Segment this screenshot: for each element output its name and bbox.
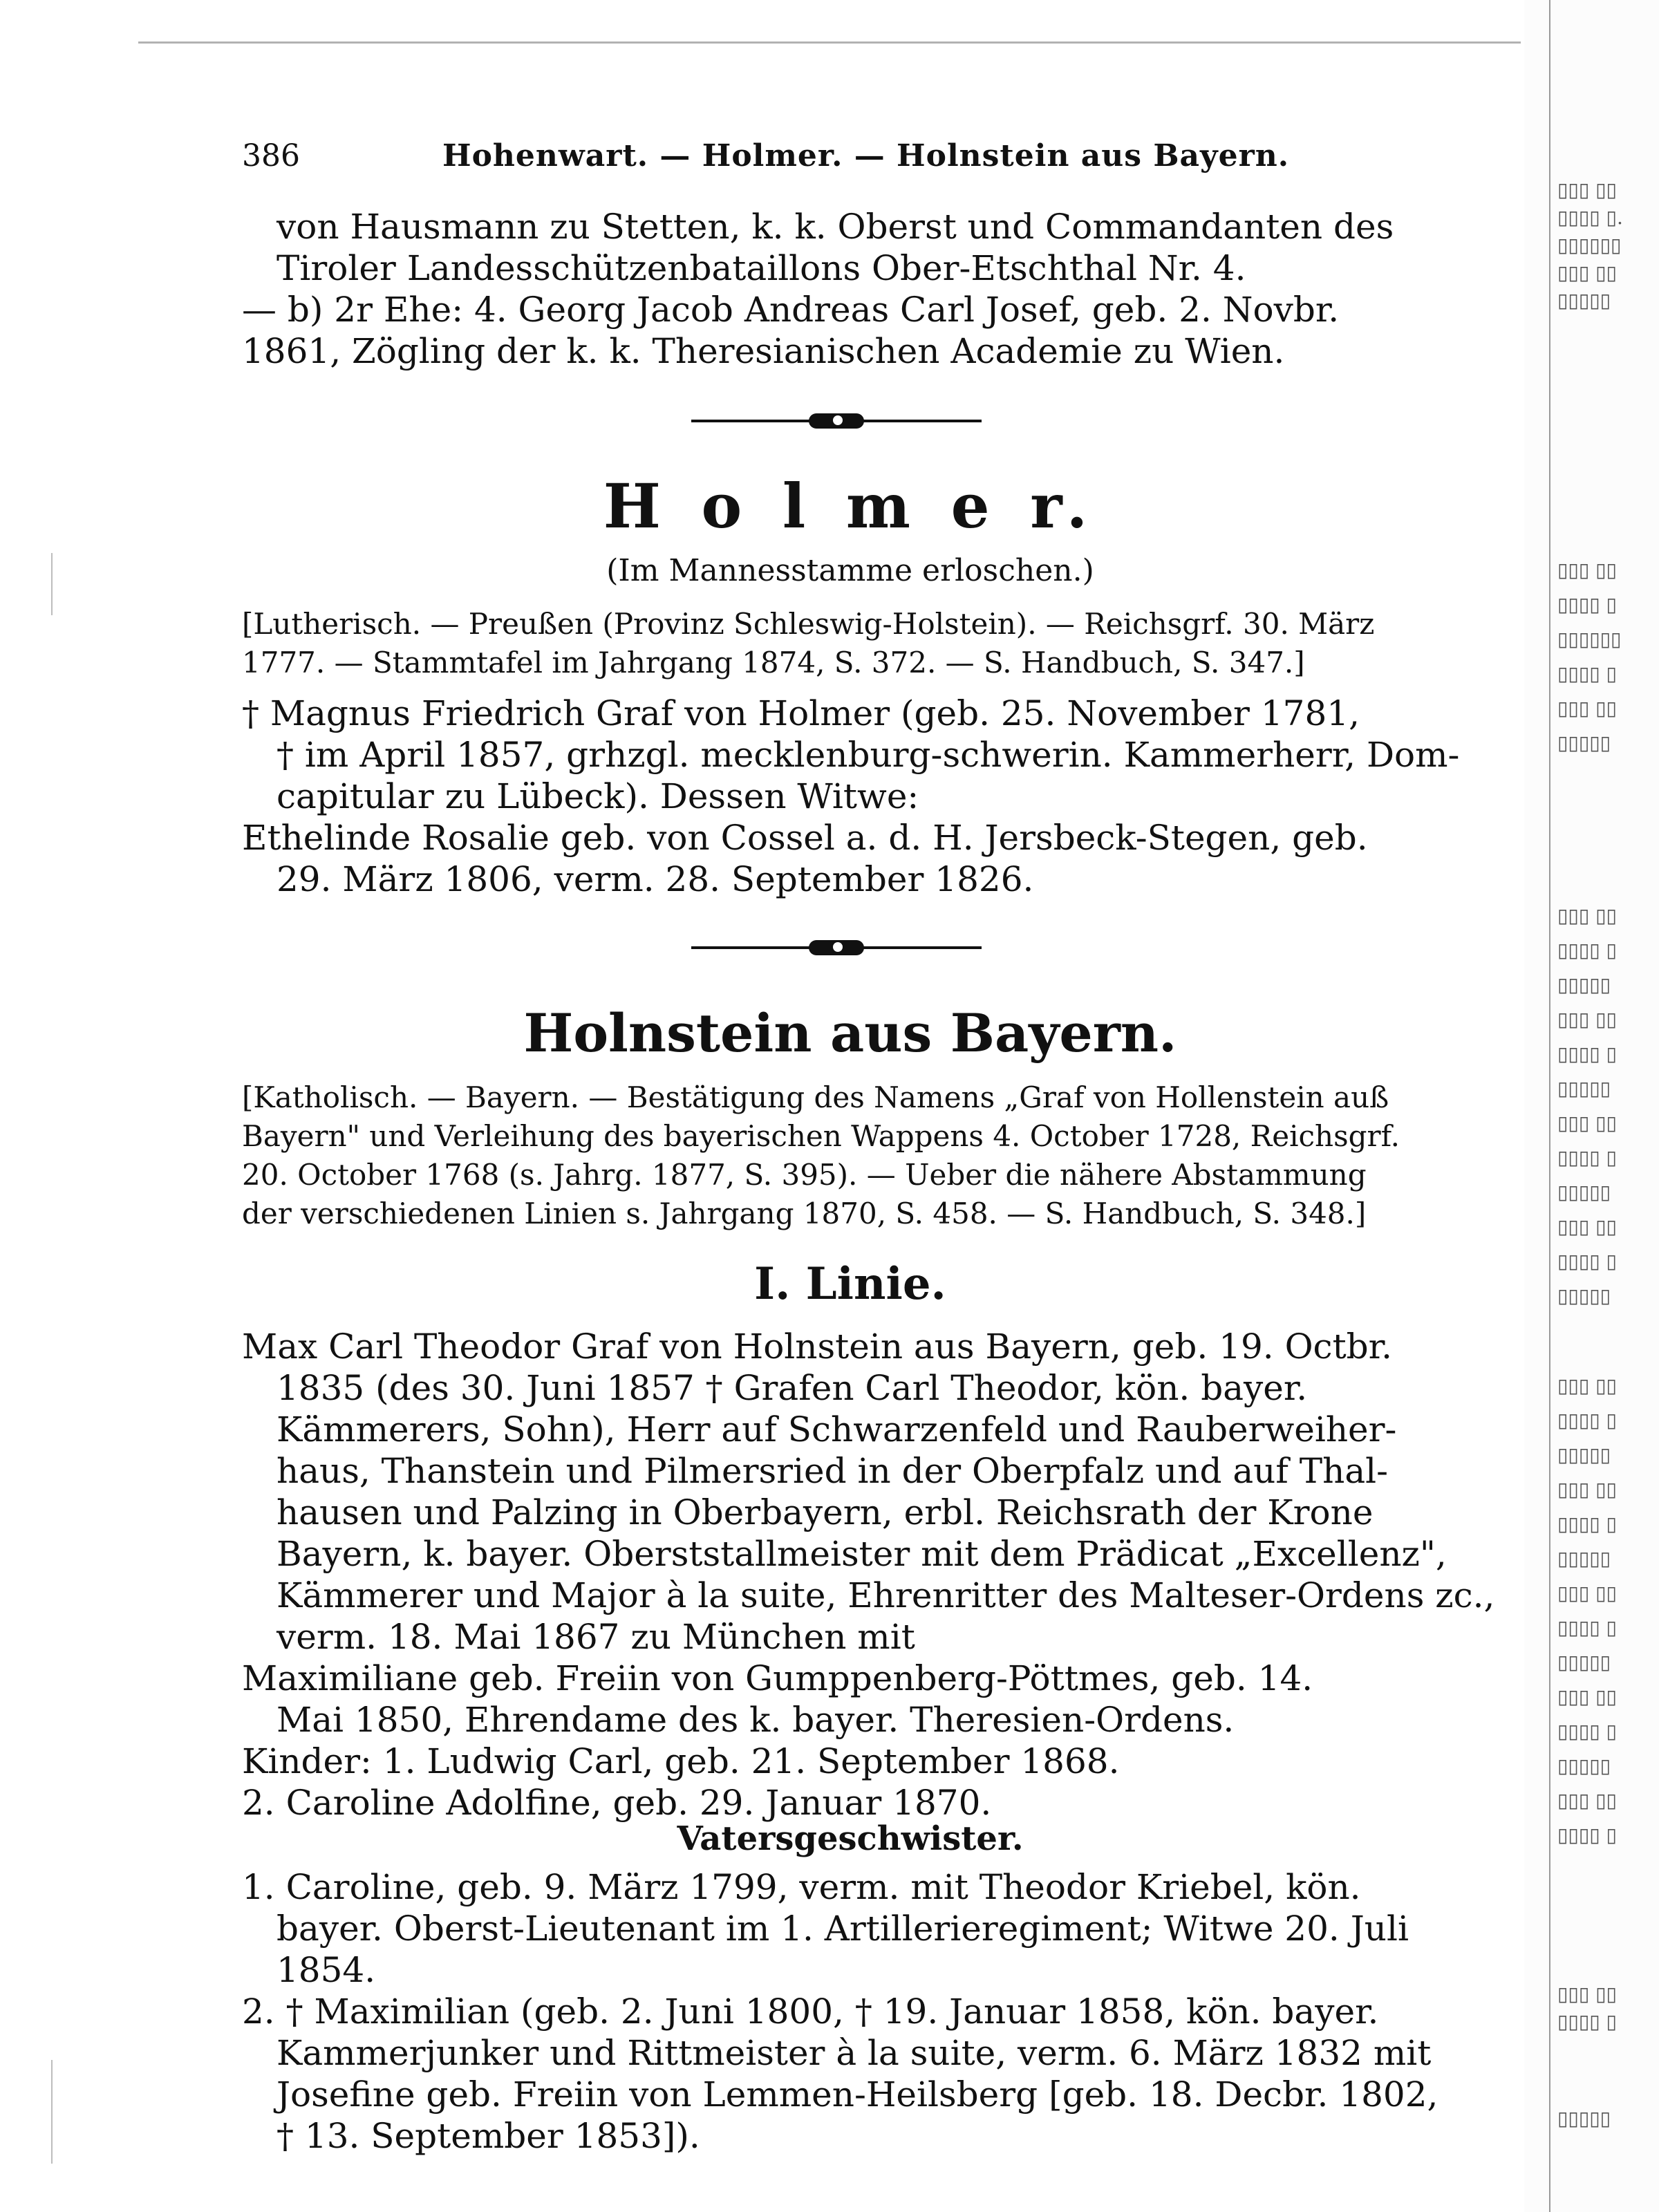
text-line: 1777. — Stammtafel im Jahrgang 1874, S. 372. — S. Handbuch, S. 347.] [242, 646, 1305, 679]
text-line: von Hausmann zu Stetten, k. k. Oberst und Commandanten des [276, 207, 1394, 247]
text-line: — b) 2r Ehe: 4. Georg Jacob Andreas Carl Josef, geb. 2. Novbr. [242, 290, 1340, 330]
running-header [242, 138, 1417, 180]
section-divider [691, 413, 982, 429]
text-line: Kämmerer und Major à la suite, Ehrenritter des Malteser-Ordens zc., [276, 1575, 1495, 1615]
text-line: bayer. Oberst-Lieutenant im 1. Artillerieregiment; Witwe 20. Juli [276, 1909, 1409, 1949]
hohenwart-continuation [242, 206, 1459, 372]
text-line: 1854. [276, 1950, 376, 1990]
scan-artifact [51, 2060, 53, 2164]
adjacent-page-bleed: ▯▯▯ ▯▯ ▯▯▯▯ ▯. ▯▯▯▯▯▯ ▯▯▯ ▯▯ ▯▯▯▯▯ ▯▯▯ ▯▯ ▯▯▯▯ ▯ ▯▯▯▯▯▯ ▯▯▯▯ ▯ ▯▯▯ ▯▯ ▯▯▯▯▯ ▯▯▯ ▯▯ ▯▯▯▯ ▯ ▯▯▯▯▯ ▯▯▯ ▯▯ ▯▯▯▯ ▯ ▯▯▯▯▯ ▯▯▯ ▯▯ ▯▯▯▯ ▯ ▯▯▯▯▯ ▯▯▯ ▯▯ ▯▯▯▯ ▯ ▯▯▯▯▯ ▯▯▯ ▯▯ ▯▯▯▯ ▯ ▯▯▯▯▯ ▯▯▯ ▯▯ ▯▯▯▯ ▯ ▯▯▯▯▯ ▯▯▯ ▯▯ ▯▯▯▯ ▯ ▯▯▯▯▯ ▯▯▯ ▯▯ ▯▯▯▯ ▯ ▯▯▯▯▯ ▯▯▯ ▯▯ ▯▯▯▯ ▯ ▯▯▯ ▯▯ ▯▯▯▯ ▯ ▯▯▯▯▯ [1524, 0, 1659, 2212]
wife-entry [242, 1658, 1459, 1741]
line-heading: I. Linie. [754, 1258, 946, 1310]
text-line: hausen und Palzing in Oberbayern, erbl. Reichsrath der Krone [276, 1492, 1374, 1533]
scan-artifact [51, 553, 53, 615]
text-line: † 13. September 1853]). [276, 2116, 700, 2156]
text-line: Maximiliane geb. Freiin von Gumppenberg-Pöttmes, geb. 14. [242, 1658, 1313, 1698]
text-line: [Katholisch. — Bayern. — Bestätigung des Namens „Graf von Hollenstein auß [242, 1080, 1389, 1114]
text-line: Mai 1850, Ehrendame des k. bayer. Theresien-Ordens. [276, 1700, 1235, 1740]
text-line: verm. 18. Mai 1867 zu München mit [276, 1617, 915, 1657]
text-line: Kammerjunker und Rittmeister à la suite, verm. 6. März 1832 mit [276, 2033, 1432, 2073]
text-line: Kämmerers, Sohn), Herr auf Schwarzenfeld und Rauberweiher- [276, 1409, 1397, 1450]
page-number: 386 [242, 138, 300, 174]
text-line: Ethelinde Rosalie geb. von Cossel a. d. H. Jersbeck-Stegen, geb. [242, 818, 1368, 858]
max-entry [242, 1326, 1495, 1658]
sibling-entry-2 [242, 1991, 1459, 2157]
text-line: 1861, Zögling der k. k. Theresianischen Academie zu Wien. [242, 331, 1285, 371]
text-line: 20. October 1768 (s. Jahrg. 1877, S. 395). — Ueber die nähere Abstammung [242, 1158, 1367, 1192]
text-line: Josefine geb. Freiin von Lemmen-Heilsberg [geb. 18. Decbr. 1802, [276, 2074, 1438, 2115]
text-line: capitular zu Lübeck). Dessen Witwe: [276, 776, 919, 816]
running-head: Hohenwart. — Holmer. — Holnstein aus Bayern. [442, 138, 1290, 174]
text-line: [Lutherisch. — Preußen (Provinz Schleswig-Holstein). — Reichsgrf. 30. März [242, 607, 1375, 641]
holmer-entry [242, 693, 1459, 900]
children-entry [242, 1741, 1459, 1824]
text-line: haus, Thanstein und Pilmersried in der Oberpfalz und auf Thal- [276, 1451, 1389, 1491]
section-subtitle-holmer: (Im Mannesstamme erloschen.) [606, 553, 1094, 588]
text-line: der verschiedenen Linien s. Jahrgang 1870, S. 458. — S. Handbuch, S. 348.] [242, 1197, 1367, 1230]
text-line: † im April 1857, grhzgl. mecklenburg-schwerin. Kammerherr, Dom- [276, 735, 1460, 775]
top-edge-line [138, 41, 1521, 44]
text-line: 2. † Maximilian (geb. 2. Juni 1800, † 19. Januar 1858, kön. bayer. [242, 1991, 1379, 2032]
holmer-info [242, 605, 1459, 682]
text-line: Max Carl Theodor Graf von Holnstein aus Bayern, geb. 19. Octbr. [242, 1327, 1392, 1367]
sibling-entry-1 [242, 1866, 1459, 1991]
text-line: Bayern" und Verleihung des bayerischen Wappens 4. October 1728, Reichsgrf. [242, 1119, 1400, 1153]
text-line: 2. Caroline Adolfine, geb. 29. Januar 1870. [242, 1783, 992, 1823]
siblings-heading: Vatersgeschwister. [677, 1819, 1024, 1858]
text-line: 29. März 1806, verm. 28. September 1826. [276, 859, 1034, 899]
holnstein-info [242, 1078, 1459, 1233]
text-line: Kinder: 1. Ludwig Carl, geb. 21. September 1868. [242, 1741, 1120, 1781]
section-divider [691, 940, 982, 955]
text-line: † Magnus Friedrich Graf von Holmer (geb. 25. November 1781, [242, 693, 1360, 733]
text-line: Bayern, k. bayer. Oberststallmeister mit dem Prädicat „Excellenz", [276, 1534, 1447, 1574]
section-title-holmer: H o l m e r. [603, 470, 1098, 542]
text-line: 1. Caroline, geb. 9. März 1799, verm. mit Theodor Kriebel, kön. [242, 1867, 1361, 1907]
text-line: 1835 (des 30. Juni 1857 † Grafen Carl Theodor, kön. bayer. [276, 1368, 1308, 1408]
section-title-holnstein: Holnstein aus Bayern. [523, 1002, 1177, 1064]
text-line: Tiroler Landesschützenbataillons Ober-Etschthal Nr. 4. [276, 248, 1246, 288]
